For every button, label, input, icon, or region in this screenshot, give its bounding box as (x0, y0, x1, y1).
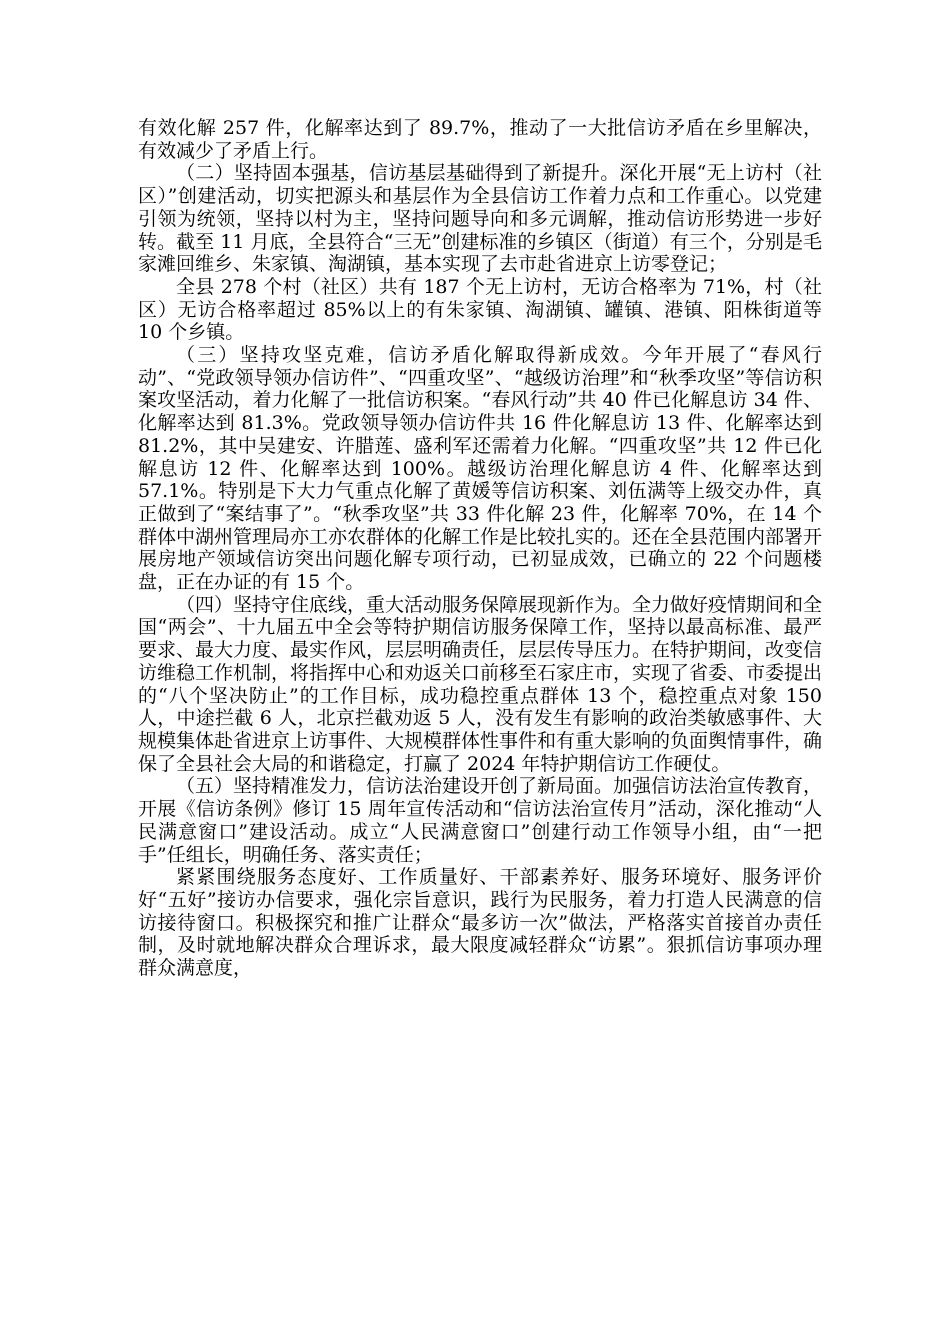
paragraph-resolution-rate: 有效化解 257 件，化解率达到了 89.7%，推动了一大批信访矛盾在乡里解决，有效减少了矛盾上行。 (138, 117, 822, 162)
paragraph-service-window: 紧紧围绕服务态度好、工作质量好、干部素养好、服务环境好、服务评价好“五好”接访办信要求，强化宗旨意识，践行为民服务，着力打造人民满意的信访接待窗口。积极探究和推广让群众“最多访一次”做法，严格落实首接首办责任制，及时就地解决群众合理诉求，最大限度减轻群众“访累”。狠抓信访事项办理群众满意度， (138, 866, 822, 980)
paragraph-section-four: （四）坚持守住底线，重大活动服务保障展现新作为。全力做好疫情期间和全国“两会”、十九届五中全会等特护期信访服务保障工作，坚持以最高标准、最严要求、最大力度、最实作风，层层明确责任，层层传导压力。在特护期间，改变信访维稳工作机制，将指挥中心和劝返关口前移至石家庄市，实现了省委、市委提出的“八个坚决防止”的工作目标，成功稳控重点群体 13 个，稳控重点对象 150 人，中途拦截 6 人，北京拦截劝返 5 人，没有发生有影响的政治类敏感事件、大规模集体赴省进京上访事件、大规模群体性事件和有重大影响的负面舆情事件，确保了全县社会大局的和谐稳定，打赢了 2024 年特护期信访工作硬仗。 (138, 593, 823, 775)
paragraph-section-three: （三）坚持攻坚克难，信访矛盾化解取得新成效。今年开展了“春风行动”、“党政领导领办信访件”、“四重攻坚”、“越级访治理”和“秋季攻坚”等信访积案攻坚活动，着力化解了一批信访积案。“春风行动”共 40 件已化解息访 34 件、化解率达到 81.3%。党政领导领办信访件共 16 件化解息访 13 件、化解率达到 81.2%，其中吴建安、许腊莲、盛利军还需着力化解。“四重攻坚”共 12 件已化解息访 12 件、化解率达到 100%。越级访治理化解息访 4 件、化解率达到 57.1%。特别是下大力气重点化解了黄媛等信访积案、刘伍满等上级交办件，真正做到了“案结事了”。“秋季攻坚”共 33 件化解 23 件，化解率 70%，在 14 个群体中湖州管理局亦工亦农群体的化解工作是比较扎实的。还在全县范围内部署开展房地产领域信访突出问题化解专项行动，已初显成效，已确立的 22 个问题楼盘，正在办证的有 15 个。 (138, 344, 823, 594)
document-body (138, 117, 822, 980)
paragraph-section-five: （五）坚持精准发力，信访法治建设开创了新局面。加强信访法治宣传教育，开展《信访条例》修订 15 周年宣传活动和“信访法治宣传月”活动，深化推动“人民满意窗口”建设活动。成立“人民满意窗口”创建行动工作领导小组，由“一把手”任组长，明确任务、落实责任； (138, 775, 823, 866)
paragraph-section-two: （二）坚持固本强基，信访基层基础得到了新提升。深化开展“无上访村（社区）”创建活动，切实把源头和基层作为全县信访工作着力点和工作重心。以党建引领为统领，坚持以村为主，坚持问题导向和多元调解，推动信访形势进一步好转。截至 11 月底，全县符合“三无”创建标准的乡镇区（街道）有三个，分别是毛家滩回维乡、朱家镇、淘湖镇，基本实现了去市赴省进京上访零登记； (138, 162, 822, 276)
paragraph-village-stats: 全县 278 个村（社区）共有 187 个无上访村，无访合格率为 71%，村（社区）无访合格率超过 85%以上的有朱家镇、淘湖镇、罐镇、港镇、阳株街道等 10 个乡镇。 (138, 275, 822, 344)
